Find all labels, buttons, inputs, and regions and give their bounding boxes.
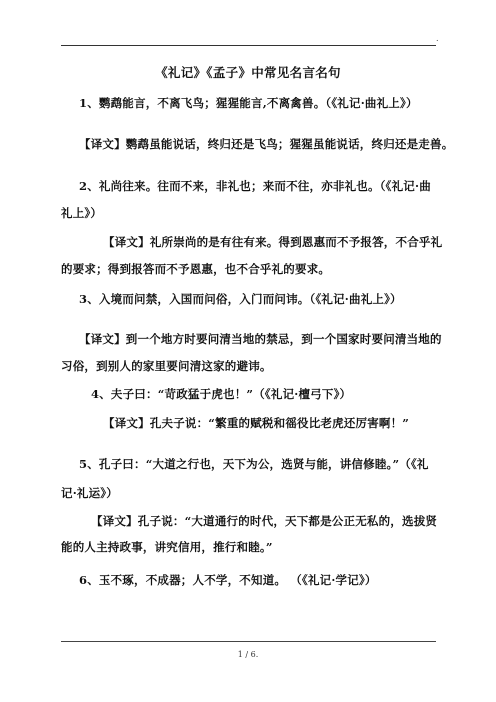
text-line-8: 【译文】到一个地方时要问清当地的禁忌，到一个国家时要问清当地的 <box>79 332 442 346</box>
header-mark: . <box>436 34 439 43</box>
footer-rule <box>61 641 436 642</box>
text-line-14: 【译文】孔子说：“大道通行的时代，天下都是公正无私的，选拔贤 <box>91 514 438 528</box>
text-line-10: 4、夫子曰：“苛政猛于虎也！”（《礼记·檀弓下》） <box>91 387 352 401</box>
text-line-4: 礼上》） <box>61 206 103 220</box>
text-line-6: 的要求；得到报答而不予恩惠，也不合乎礼的要求。 <box>61 262 331 276</box>
page-number: 1 / 6. <box>237 650 259 659</box>
document-title: 《礼记》《孟子》中常见名言名句 <box>155 65 341 80</box>
text-line-9: 习俗，到别人的家里要问清这家的避讳。 <box>61 359 272 373</box>
text-line-11: 【译文】孔夫子说：“繁重的赋税和徭役比老虎还厉害啊！” <box>103 416 410 430</box>
text-line-7: 3、入境而问禁，入国而问俗，入门而问讳。（《礼记·曲礼上》） <box>79 292 402 306</box>
text-line-13: 记·礼运》） <box>61 486 118 500</box>
text-line-1: 1、鹦鹉能言，不离飞鸟；猩猩能言,不离禽兽。（《礼记·曲礼上》） <box>79 96 418 110</box>
text-line-5: 【译文】礼所崇尚的是有往有来。得到恩惠而不予报答，不合乎礼 <box>103 235 443 249</box>
text-line-16: 6、玉不琢，不成器；人不学，不知道。 （《礼记·学记》） <box>79 573 377 587</box>
text-line-2: 【译文】鹦鹉虽能说话，终归还是飞鸟；猩猩虽能说话，终归还是走兽。 <box>79 137 454 151</box>
text-line-3: 2、礼尚往来。往而不来，非礼也；来而不往，亦非礼也。（《礼记·曲 <box>79 179 431 193</box>
text-line-15: 能的人主持政事，讲究信用，推行和睦。” <box>61 540 273 554</box>
header-rule <box>61 45 436 46</box>
text-line-12: 5、孔子曰：“大道之行也，天下为公，选贤与能，讲信修睦。”（《礼 <box>79 457 429 471</box>
